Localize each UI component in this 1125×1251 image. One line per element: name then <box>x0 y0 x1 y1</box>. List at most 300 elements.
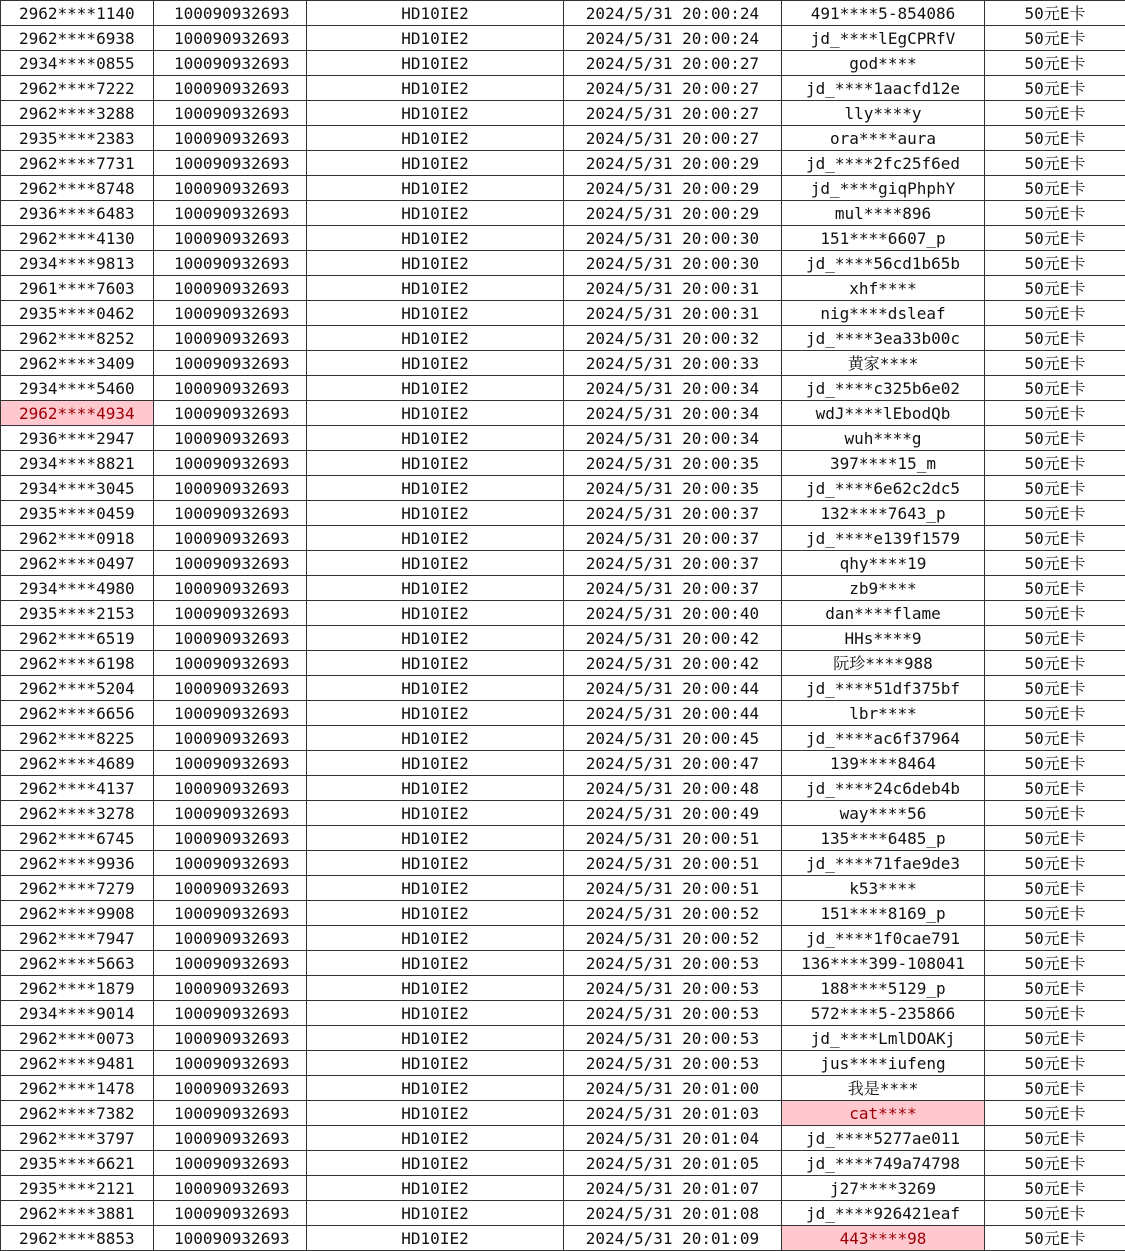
activity-code-cell[interactable]: HD10IE2 <box>307 426 564 451</box>
prize-cell[interactable]: 50元E卡 <box>985 626 1125 651</box>
order-id-cell[interactable]: 2962****4934 <box>1 401 154 426</box>
activity-code-cell[interactable]: HD10IE2 <box>307 726 564 751</box>
prize-cell[interactable]: 50元E卡 <box>985 1176 1125 1201</box>
sku-cell[interactable]: 100090932693 <box>154 126 307 151</box>
sku-cell[interactable]: 100090932693 <box>154 101 307 126</box>
prize-cell[interactable]: 50元E卡 <box>985 826 1125 851</box>
prize-cell[interactable]: 50元E卡 <box>985 251 1125 276</box>
activity-code-cell[interactable]: HD10IE2 <box>307 201 564 226</box>
prize-cell[interactable]: 50元E卡 <box>985 701 1125 726</box>
sku-cell[interactable]: 100090932693 <box>154 1 307 26</box>
timestamp-cell[interactable]: 2024/5/31 20:00:34 <box>564 426 782 451</box>
user-name-cell[interactable]: way****56 <box>782 801 985 826</box>
user-name-cell[interactable]: 443****98 <box>782 1226 985 1251</box>
user-name-cell[interactable]: cat**** <box>782 1101 985 1126</box>
timestamp-cell[interactable]: 2024/5/31 20:00:53 <box>564 951 782 976</box>
prize-cell[interactable]: 50元E卡 <box>985 1101 1125 1126</box>
activity-code-cell[interactable]: HD10IE2 <box>307 1226 564 1251</box>
order-id-cell[interactable]: 2962****6938 <box>1 26 154 51</box>
order-id-cell[interactable]: 2962****0918 <box>1 526 154 551</box>
timestamp-cell[interactable]: 2024/5/31 20:00:47 <box>564 751 782 776</box>
sku-cell[interactable]: 100090932693 <box>154 751 307 776</box>
order-id-cell[interactable]: 2962****9908 <box>1 901 154 926</box>
sku-cell[interactable]: 100090932693 <box>154 1026 307 1051</box>
timestamp-cell[interactable]: 2024/5/31 20:00:37 <box>564 576 782 601</box>
order-id-cell[interactable]: 2962****1879 <box>1 976 154 1001</box>
activity-code-cell[interactable]: HD10IE2 <box>307 801 564 826</box>
timestamp-cell[interactable]: 2024/5/31 20:01:07 <box>564 1176 782 1201</box>
sku-cell[interactable]: 100090932693 <box>154 251 307 276</box>
user-name-cell[interactable]: ora****aura <box>782 126 985 151</box>
prize-cell[interactable]: 50元E卡 <box>985 801 1125 826</box>
prize-cell[interactable]: 50元E卡 <box>985 1201 1125 1226</box>
timestamp-cell[interactable]: 2024/5/31 20:01:08 <box>564 1201 782 1226</box>
order-id-cell[interactable]: 2935****2383 <box>1 126 154 151</box>
user-name-cell[interactable]: zb9**** <box>782 576 985 601</box>
prize-cell[interactable]: 50元E卡 <box>985 276 1125 301</box>
sku-cell[interactable]: 100090932693 <box>154 701 307 726</box>
activity-code-cell[interactable]: HD10IE2 <box>307 76 564 101</box>
order-id-cell[interactable]: 2962****0073 <box>1 1026 154 1051</box>
user-name-cell[interactable]: 135****6485_p <box>782 826 985 851</box>
user-name-cell[interactable]: 黄家**** <box>782 351 985 376</box>
timestamp-cell[interactable]: 2024/5/31 20:00:34 <box>564 401 782 426</box>
prize-cell[interactable]: 50元E卡 <box>985 1001 1125 1026</box>
activity-code-cell[interactable]: HD10IE2 <box>307 751 564 776</box>
user-name-cell[interactable]: jd_****lEgCPRfV <box>782 26 985 51</box>
timestamp-cell[interactable]: 2024/5/31 20:01:09 <box>564 1226 782 1251</box>
sku-cell[interactable]: 100090932693 <box>154 351 307 376</box>
sku-cell[interactable]: 100090932693 <box>154 451 307 476</box>
prize-cell[interactable]: 50元E卡 <box>985 926 1125 951</box>
order-id-cell[interactable]: 2935****0462 <box>1 301 154 326</box>
sku-cell[interactable]: 100090932693 <box>154 651 307 676</box>
prize-cell[interactable]: 50元E卡 <box>985 326 1125 351</box>
timestamp-cell[interactable]: 2024/5/31 20:00:30 <box>564 226 782 251</box>
order-id-cell[interactable]: 2934****9014 <box>1 1001 154 1026</box>
sku-cell[interactable]: 100090932693 <box>154 376 307 401</box>
activity-code-cell[interactable]: HD10IE2 <box>307 1176 564 1201</box>
activity-code-cell[interactable]: HD10IE2 <box>307 676 564 701</box>
prize-cell[interactable]: 50元E卡 <box>985 726 1125 751</box>
user-name-cell[interactable]: qhy****19 <box>782 551 985 576</box>
order-id-cell[interactable]: 2962****8748 <box>1 176 154 201</box>
order-id-cell[interactable]: 2962****4689 <box>1 751 154 776</box>
user-name-cell[interactable]: jd_****c325b6e02 <box>782 376 985 401</box>
order-id-cell[interactable]: 2962****9481 <box>1 1051 154 1076</box>
activity-code-cell[interactable]: HD10IE2 <box>307 851 564 876</box>
order-id-cell[interactable]: 2962****8853 <box>1 1226 154 1251</box>
sku-cell[interactable]: 100090932693 <box>154 326 307 351</box>
timestamp-cell[interactable]: 2024/5/31 20:00:29 <box>564 201 782 226</box>
prize-cell[interactable]: 50元E卡 <box>985 76 1125 101</box>
prize-cell[interactable]: 50元E卡 <box>985 601 1125 626</box>
prize-cell[interactable]: 50元E卡 <box>985 1151 1125 1176</box>
prize-cell[interactable]: 50元E卡 <box>985 151 1125 176</box>
order-id-cell[interactable]: 2934****0855 <box>1 51 154 76</box>
user-name-cell[interactable]: 阮珍****988 <box>782 651 985 676</box>
activity-code-cell[interactable]: HD10IE2 <box>307 1151 564 1176</box>
order-id-cell[interactable]: 2962****7222 <box>1 76 154 101</box>
order-id-cell[interactable]: 2962****8225 <box>1 726 154 751</box>
sku-cell[interactable]: 100090932693 <box>154 501 307 526</box>
prize-cell[interactable]: 50元E卡 <box>985 651 1125 676</box>
sku-cell[interactable]: 100090932693 <box>154 176 307 201</box>
sku-cell[interactable]: 100090932693 <box>154 1126 307 1151</box>
activity-code-cell[interactable]: HD10IE2 <box>307 151 564 176</box>
prize-cell[interactable]: 50元E卡 <box>985 1126 1125 1151</box>
activity-code-cell[interactable]: HD10IE2 <box>307 376 564 401</box>
user-name-cell[interactable]: wuh****g <box>782 426 985 451</box>
timestamp-cell[interactable]: 2024/5/31 20:00:53 <box>564 1001 782 1026</box>
sku-cell[interactable]: 100090932693 <box>154 1176 307 1201</box>
activity-code-cell[interactable]: HD10IE2 <box>307 526 564 551</box>
timestamp-cell[interactable]: 2024/5/31 20:00:42 <box>564 626 782 651</box>
user-name-cell[interactable]: mul****896 <box>782 201 985 226</box>
activity-code-cell[interactable]: HD10IE2 <box>307 626 564 651</box>
order-id-cell[interactable]: 2936****2947 <box>1 426 154 451</box>
activity-code-cell[interactable]: HD10IE2 <box>307 1051 564 1076</box>
user-name-cell[interactable]: jd_****71fae9de3 <box>782 851 985 876</box>
order-id-cell[interactable]: 2962****3409 <box>1 351 154 376</box>
order-id-cell[interactable]: 2962****3881 <box>1 1201 154 1226</box>
timestamp-cell[interactable]: 2024/5/31 20:00:40 <box>564 601 782 626</box>
timestamp-cell[interactable]: 2024/5/31 20:00:24 <box>564 1 782 26</box>
timestamp-cell[interactable]: 2024/5/31 20:01:05 <box>564 1151 782 1176</box>
activity-code-cell[interactable]: HD10IE2 <box>307 126 564 151</box>
sku-cell[interactable]: 100090932693 <box>154 51 307 76</box>
timestamp-cell[interactable]: 2024/5/31 20:00:51 <box>564 826 782 851</box>
activity-code-cell[interactable]: HD10IE2 <box>307 501 564 526</box>
activity-code-cell[interactable]: HD10IE2 <box>307 276 564 301</box>
activity-code-cell[interactable]: HD10IE2 <box>307 326 564 351</box>
order-id-cell[interactable]: 2962****5663 <box>1 951 154 976</box>
order-id-cell[interactable]: 2962****7382 <box>1 1101 154 1126</box>
activity-code-cell[interactable]: HD10IE2 <box>307 1201 564 1226</box>
user-name-cell[interactable]: 572****5-235866 <box>782 1001 985 1026</box>
user-name-cell[interactable]: jd_****926421eaf <box>782 1201 985 1226</box>
user-name-cell[interactable]: jd_****2fc25f6ed <box>782 151 985 176</box>
sku-cell[interactable]: 100090932693 <box>154 776 307 801</box>
sku-cell[interactable]: 100090932693 <box>154 1151 307 1176</box>
sku-cell[interactable]: 100090932693 <box>154 276 307 301</box>
user-name-cell[interactable]: 151****6607_p <box>782 226 985 251</box>
timestamp-cell[interactable]: 2024/5/31 20:00:52 <box>564 901 782 926</box>
activity-code-cell[interactable]: HD10IE2 <box>307 951 564 976</box>
sku-cell[interactable]: 100090932693 <box>154 926 307 951</box>
sku-cell[interactable]: 100090932693 <box>154 151 307 176</box>
order-id-cell[interactable]: 2961****7603 <box>1 276 154 301</box>
user-name-cell[interactable]: jus****iufeng <box>782 1051 985 1076</box>
activity-code-cell[interactable]: HD10IE2 <box>307 901 564 926</box>
timestamp-cell[interactable]: 2024/5/31 20:00:35 <box>564 476 782 501</box>
order-id-cell[interactable]: 2936****6483 <box>1 201 154 226</box>
sku-cell[interactable]: 100090932693 <box>154 1101 307 1126</box>
order-id-cell[interactable]: 2934****5460 <box>1 376 154 401</box>
activity-code-cell[interactable]: HD10IE2 <box>307 1026 564 1051</box>
prize-cell[interactable]: 50元E卡 <box>985 176 1125 201</box>
sku-cell[interactable]: 100090932693 <box>154 951 307 976</box>
prize-cell[interactable]: 50元E卡 <box>985 901 1125 926</box>
user-name-cell[interactable]: 188****5129_p <box>782 976 985 1001</box>
timestamp-cell[interactable]: 2024/5/31 20:00:33 <box>564 351 782 376</box>
timestamp-cell[interactable]: 2024/5/31 20:00:53 <box>564 1051 782 1076</box>
timestamp-cell[interactable]: 2024/5/31 20:00:52 <box>564 926 782 951</box>
user-name-cell[interactable]: god**** <box>782 51 985 76</box>
sku-cell[interactable]: 100090932693 <box>154 801 307 826</box>
user-name-cell[interactable]: jd_****24c6deb4b <box>782 776 985 801</box>
user-name-cell[interactable]: jd_****51df375bf <box>782 676 985 701</box>
user-name-cell[interactable]: lly****y <box>782 101 985 126</box>
user-name-cell[interactable]: lbr**** <box>782 701 985 726</box>
prize-cell[interactable]: 50元E卡 <box>985 951 1125 976</box>
sku-cell[interactable]: 100090932693 <box>154 826 307 851</box>
order-id-cell[interactable]: 2962****6745 <box>1 826 154 851</box>
activity-code-cell[interactable]: HD10IE2 <box>307 401 564 426</box>
timestamp-cell[interactable]: 2024/5/31 20:01:00 <box>564 1076 782 1101</box>
user-name-cell[interactable]: jd_****LmlDOAKj <box>782 1026 985 1051</box>
timestamp-cell[interactable]: 2024/5/31 20:00:31 <box>564 301 782 326</box>
user-name-cell[interactable]: 132****7643_p <box>782 501 985 526</box>
prize-cell[interactable]: 50元E卡 <box>985 451 1125 476</box>
prize-cell[interactable]: 50元E卡 <box>985 351 1125 376</box>
sku-cell[interactable]: 100090932693 <box>154 1051 307 1076</box>
sku-cell[interactable]: 100090932693 <box>154 301 307 326</box>
activity-code-cell[interactable]: HD10IE2 <box>307 51 564 76</box>
order-id-cell[interactable]: 2962****1140 <box>1 1 154 26</box>
order-id-cell[interactable]: 2962****7947 <box>1 926 154 951</box>
order-id-cell[interactable]: 2934****3045 <box>1 476 154 501</box>
prize-cell[interactable]: 50元E卡 <box>985 976 1125 1001</box>
activity-code-cell[interactable]: HD10IE2 <box>307 976 564 1001</box>
sku-cell[interactable]: 100090932693 <box>154 976 307 1001</box>
timestamp-cell[interactable]: 2024/5/31 20:00:45 <box>564 726 782 751</box>
user-name-cell[interactable]: jd_****1f0cae791 <box>782 926 985 951</box>
order-id-cell[interactable]: 2962****7731 <box>1 151 154 176</box>
activity-code-cell[interactable]: HD10IE2 <box>307 701 564 726</box>
user-name-cell[interactable]: nig****dsleaf <box>782 301 985 326</box>
order-id-cell[interactable]: 2962****3288 <box>1 101 154 126</box>
order-id-cell[interactable]: 2962****3278 <box>1 801 154 826</box>
sku-cell[interactable]: 100090932693 <box>154 426 307 451</box>
activity-code-cell[interactable]: HD10IE2 <box>307 251 564 276</box>
activity-code-cell[interactable]: HD10IE2 <box>307 26 564 51</box>
prize-cell[interactable]: 50元E卡 <box>985 401 1125 426</box>
prize-cell[interactable]: 50元E卡 <box>985 1226 1125 1251</box>
user-name-cell[interactable]: k53**** <box>782 876 985 901</box>
user-name-cell[interactable]: 139****8464 <box>782 751 985 776</box>
order-id-cell[interactable]: 2962****6656 <box>1 701 154 726</box>
timestamp-cell[interactable]: 2024/5/31 20:00:29 <box>564 176 782 201</box>
order-id-cell[interactable]: 2962****1478 <box>1 1076 154 1101</box>
timestamp-cell[interactable]: 2024/5/31 20:01:04 <box>564 1126 782 1151</box>
timestamp-cell[interactable]: 2024/5/31 20:00:35 <box>564 451 782 476</box>
order-id-cell[interactable]: 2962****9936 <box>1 851 154 876</box>
user-name-cell[interactable]: jd_****749a74798 <box>782 1151 985 1176</box>
user-name-cell[interactable]: jd_****56cd1b65b <box>782 251 985 276</box>
user-name-cell[interactable]: HHs****9 <box>782 626 985 651</box>
sku-cell[interactable]: 100090932693 <box>154 1076 307 1101</box>
order-id-cell[interactable]: 2962****4130 <box>1 226 154 251</box>
activity-code-cell[interactable]: HD10IE2 <box>307 551 564 576</box>
user-name-cell[interactable]: xhf**** <box>782 276 985 301</box>
activity-code-cell[interactable]: HD10IE2 <box>307 101 564 126</box>
user-name-cell[interactable]: dan****flame <box>782 601 985 626</box>
timestamp-cell[interactable]: 2024/5/31 20:00:32 <box>564 326 782 351</box>
prize-cell[interactable]: 50元E卡 <box>985 201 1125 226</box>
sku-cell[interactable]: 100090932693 <box>154 851 307 876</box>
user-name-cell[interactable]: jd_****5277ae011 <box>782 1126 985 1151</box>
timestamp-cell[interactable]: 2024/5/31 20:00:51 <box>564 876 782 901</box>
timestamp-cell[interactable]: 2024/5/31 20:00:44 <box>564 701 782 726</box>
sku-cell[interactable]: 100090932693 <box>154 1201 307 1226</box>
order-id-cell[interactable]: 2962****6519 <box>1 626 154 651</box>
prize-cell[interactable]: 50元E卡 <box>985 26 1125 51</box>
order-id-cell[interactable]: 2962****0497 <box>1 551 154 576</box>
user-name-cell[interactable]: 491****5-854086 <box>782 1 985 26</box>
user-name-cell[interactable]: j27****3269 <box>782 1176 985 1201</box>
activity-code-cell[interactable]: HD10IE2 <box>307 351 564 376</box>
timestamp-cell[interactable]: 2024/5/31 20:00:27 <box>564 126 782 151</box>
prize-cell[interactable]: 50元E卡 <box>985 1076 1125 1101</box>
activity-code-cell[interactable]: HD10IE2 <box>307 1001 564 1026</box>
activity-code-cell[interactable]: HD10IE2 <box>307 926 564 951</box>
prize-cell[interactable]: 50元E卡 <box>985 576 1125 601</box>
activity-code-cell[interactable]: HD10IE2 <box>307 1076 564 1101</box>
user-name-cell[interactable]: wdJ****lEbodQb <box>782 401 985 426</box>
user-name-cell[interactable]: jd_****giqPhphY <box>782 176 985 201</box>
activity-code-cell[interactable]: HD10IE2 <box>307 1101 564 1126</box>
activity-code-cell[interactable]: HD10IE2 <box>307 776 564 801</box>
user-name-cell[interactable]: 397****15_m <box>782 451 985 476</box>
timestamp-cell[interactable]: 2024/5/31 20:00:27 <box>564 101 782 126</box>
timestamp-cell[interactable]: 2024/5/31 20:00:48 <box>564 776 782 801</box>
sku-cell[interactable]: 100090932693 <box>154 401 307 426</box>
sku-cell[interactable]: 100090932693 <box>154 1226 307 1251</box>
prize-cell[interactable]: 50元E卡 <box>985 226 1125 251</box>
timestamp-cell[interactable]: 2024/5/31 20:01:03 <box>564 1101 782 1126</box>
activity-code-cell[interactable]: HD10IE2 <box>307 826 564 851</box>
user-name-cell[interactable]: jd_****3ea33b00c <box>782 326 985 351</box>
timestamp-cell[interactable]: 2024/5/31 20:00:44 <box>564 676 782 701</box>
timestamp-cell[interactable]: 2024/5/31 20:00:42 <box>564 651 782 676</box>
timestamp-cell[interactable]: 2024/5/31 20:00:37 <box>564 526 782 551</box>
order-id-cell[interactable]: 2934****9813 <box>1 251 154 276</box>
activity-code-cell[interactable]: HD10IE2 <box>307 601 564 626</box>
activity-code-cell[interactable]: HD10IE2 <box>307 651 564 676</box>
prize-cell[interactable]: 50元E卡 <box>985 1026 1125 1051</box>
sku-cell[interactable]: 100090932693 <box>154 1001 307 1026</box>
order-id-cell[interactable]: 2962****5204 <box>1 676 154 701</box>
sku-cell[interactable]: 100090932693 <box>154 726 307 751</box>
order-id-cell[interactable]: 2935****2153 <box>1 601 154 626</box>
prize-cell[interactable]: 50元E卡 <box>985 526 1125 551</box>
prize-cell[interactable]: 50元E卡 <box>985 751 1125 776</box>
user-name-cell[interactable]: jd_****ac6f37964 <box>782 726 985 751</box>
user-name-cell[interactable]: 我是**** <box>782 1076 985 1101</box>
prize-cell[interactable]: 50元E卡 <box>985 876 1125 901</box>
sku-cell[interactable]: 100090932693 <box>154 226 307 251</box>
user-name-cell[interactable]: jd_****1aacfd12e <box>782 76 985 101</box>
activity-code-cell[interactable]: HD10IE2 <box>307 576 564 601</box>
order-id-cell[interactable]: 2962****6198 <box>1 651 154 676</box>
prize-cell[interactable]: 50元E卡 <box>985 551 1125 576</box>
activity-code-cell[interactable]: HD10IE2 <box>307 476 564 501</box>
prize-cell[interactable]: 50元E卡 <box>985 1 1125 26</box>
timestamp-cell[interactable]: 2024/5/31 20:00:53 <box>564 976 782 1001</box>
order-id-cell[interactable]: 2962****4137 <box>1 776 154 801</box>
timestamp-cell[interactable]: 2024/5/31 20:00:37 <box>564 501 782 526</box>
sku-cell[interactable]: 100090932693 <box>154 76 307 101</box>
prize-cell[interactable]: 50元E卡 <box>985 51 1125 76</box>
prize-cell[interactable]: 50元E卡 <box>985 101 1125 126</box>
timestamp-cell[interactable]: 2024/5/31 20:00:29 <box>564 151 782 176</box>
prize-cell[interactable]: 50元E卡 <box>985 1051 1125 1076</box>
sku-cell[interactable]: 100090932693 <box>154 551 307 576</box>
prize-cell[interactable]: 50元E卡 <box>985 476 1125 501</box>
order-id-cell[interactable]: 2934****4980 <box>1 576 154 601</box>
timestamp-cell[interactable]: 2024/5/31 20:00:34 <box>564 376 782 401</box>
order-id-cell[interactable]: 2935****2121 <box>1 1176 154 1201</box>
sku-cell[interactable]: 100090932693 <box>154 601 307 626</box>
activity-code-cell[interactable]: HD10IE2 <box>307 301 564 326</box>
timestamp-cell[interactable]: 2024/5/31 20:00:31 <box>564 276 782 301</box>
prize-cell[interactable]: 50元E卡 <box>985 301 1125 326</box>
order-id-cell[interactable]: 2962****8252 <box>1 326 154 351</box>
order-id-cell[interactable]: 2935****0459 <box>1 501 154 526</box>
user-name-cell[interactable]: jd_****6e62c2dc5 <box>782 476 985 501</box>
user-name-cell[interactable]: 151****8169_p <box>782 901 985 926</box>
user-name-cell[interactable]: 136****399-108041 <box>782 951 985 976</box>
activity-code-cell[interactable]: HD10IE2 <box>307 176 564 201</box>
sku-cell[interactable]: 100090932693 <box>154 201 307 226</box>
prize-cell[interactable]: 50元E卡 <box>985 426 1125 451</box>
timestamp-cell[interactable]: 2024/5/31 20:00:27 <box>564 76 782 101</box>
timestamp-cell[interactable]: 2024/5/31 20:00:53 <box>564 1026 782 1051</box>
sku-cell[interactable]: 100090932693 <box>154 576 307 601</box>
user-name-cell[interactable]: jd_****e139f1579 <box>782 526 985 551</box>
timestamp-cell[interactable]: 2024/5/31 20:00:30 <box>564 251 782 276</box>
activity-code-cell[interactable]: HD10IE2 <box>307 226 564 251</box>
sku-cell[interactable]: 100090932693 <box>154 526 307 551</box>
order-id-cell[interactable]: 2962****3797 <box>1 1126 154 1151</box>
prize-cell[interactable]: 50元E卡 <box>985 851 1125 876</box>
activity-code-cell[interactable]: HD10IE2 <box>307 1126 564 1151</box>
sku-cell[interactable]: 100090932693 <box>154 901 307 926</box>
prize-cell[interactable]: 50元E卡 <box>985 126 1125 151</box>
order-id-cell[interactable]: 2962****7279 <box>1 876 154 901</box>
timestamp-cell[interactable]: 2024/5/31 20:00:37 <box>564 551 782 576</box>
activity-code-cell[interactable]: HD10IE2 <box>307 876 564 901</box>
sku-cell[interactable]: 100090932693 <box>154 26 307 51</box>
timestamp-cell[interactable]: 2024/5/31 20:00:27 <box>564 51 782 76</box>
order-id-cell[interactable]: 2934****8821 <box>1 451 154 476</box>
sku-cell[interactable]: 100090932693 <box>154 476 307 501</box>
prize-cell[interactable]: 50元E卡 <box>985 501 1125 526</box>
activity-code-cell[interactable]: HD10IE2 <box>307 1 564 26</box>
prize-cell[interactable]: 50元E卡 <box>985 376 1125 401</box>
sku-cell[interactable]: 100090932693 <box>154 676 307 701</box>
timestamp-cell[interactable]: 2024/5/31 20:00:24 <box>564 26 782 51</box>
timestamp-cell[interactable]: 2024/5/31 20:00:51 <box>564 851 782 876</box>
prize-cell[interactable]: 50元E卡 <box>985 676 1125 701</box>
prize-cell[interactable]: 50元E卡 <box>985 776 1125 801</box>
sku-cell[interactable]: 100090932693 <box>154 876 307 901</box>
sku-cell[interactable]: 100090932693 <box>154 626 307 651</box>
timestamp-cell[interactable]: 2024/5/31 20:00:49 <box>564 801 782 826</box>
order-id-cell[interactable]: 2935****6621 <box>1 1151 154 1176</box>
activity-code-cell[interactable]: HD10IE2 <box>307 451 564 476</box>
